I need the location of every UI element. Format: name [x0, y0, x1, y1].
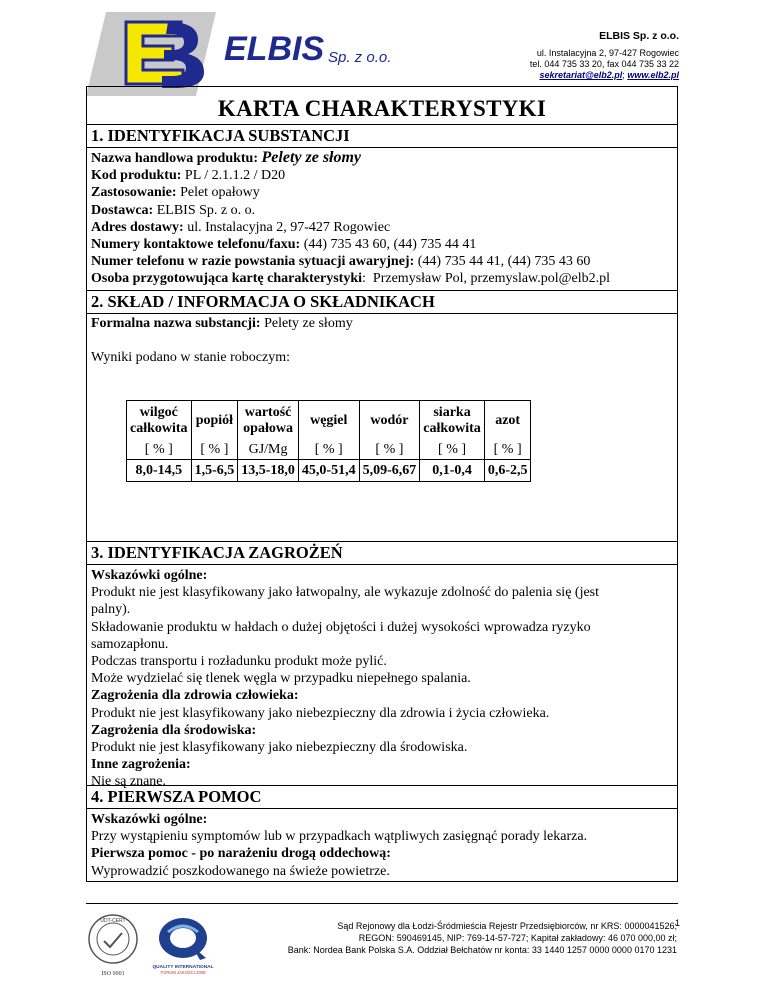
section-2-body — [91, 315, 673, 366]
colon: : — [362, 271, 366, 287]
table-header-cell — [359, 401, 420, 442]
table-unit-cell: [ % ] — [359, 441, 420, 460]
table-unit-cell: [ % ] — [127, 441, 192, 460]
general-line: Składowanie produktu w hałdach o dużej objętości i dużej wysokości wprowadza ryzyko — [91, 619, 591, 635]
header-text: siarka — [433, 405, 471, 420]
header-text: wartość — [244, 405, 292, 420]
table-header-cell — [420, 401, 485, 442]
header-text: całkowita — [130, 421, 188, 436]
header-text: całkowita — [423, 421, 481, 436]
table-unit-cell: [ % ] — [191, 441, 238, 460]
value: Wyprowadzić poszkodowanego na świeże powietrze. — [91, 863, 390, 879]
link-separator: ; — [622, 70, 628, 80]
table-header-cell — [238, 401, 299, 442]
logo-text: ELBIS — [224, 30, 325, 68]
value: Produkt nie jest klasyfikowany jako niebezpieczny dla zdrowia i życia człowieka. — [91, 705, 550, 721]
company-phones: tel. 044 735 33 20, fax 044 735 33 22 — [529, 59, 679, 69]
table-header-cell — [191, 401, 238, 442]
header-text: wodór — [370, 413, 409, 428]
table-value-cell: 1,5-6,5 — [191, 460, 238, 482]
value: Przy wystąpieniu symptomów lub w przypadkach wątpliwych zasięgnąć porady lekarza. — [91, 829, 588, 845]
label: Kod produktu: — [91, 168, 182, 184]
footer-line-2: REGON: 590469145, NIP: 769-14-57-727; Kapitał zakładowy: 46 070 000,00 zł; — [358, 933, 677, 943]
table-unit-cell: GJ/Mg — [238, 441, 299, 460]
company-info — [530, 31, 679, 81]
section-3-body — [91, 567, 673, 791]
general-line: samozapłonu. — [91, 636, 169, 652]
logo-suffix: Sp. z o.o. — [328, 49, 392, 66]
table-value-cell: 8,0-14,5 — [127, 460, 192, 482]
table-header-cell — [127, 401, 192, 442]
label: Pierwsza pomoc - po narażeniu drogą oddechową: — [91, 846, 391, 862]
product-name: Pelety ze słomy — [261, 149, 362, 166]
table-value-cell: 0,6-2,5 — [484, 460, 531, 482]
footer-line-3: Bank: Nordea Bank Polska S.A. Oddział Bełchatów nr konta: 33 1440 1257 0000 0000 0170 1231 — [287, 945, 677, 955]
label: Zagrożenia dla środowiska: — [91, 722, 257, 738]
value: Nie są znane. — [91, 774, 167, 790]
table-value-cell: 5,09-6,67 — [359, 460, 420, 482]
composition-table — [126, 400, 531, 482]
document-title: KARTA CHARAKTERYSTYKI — [217, 96, 547, 121]
general-lines — [91, 584, 673, 687]
header-text: węgiel — [310, 413, 348, 428]
label: Wskazówki ogólne: — [91, 812, 208, 827]
company-address: ul. Instalacyjna 2, 97-427 Rogowiec — [536, 48, 679, 58]
section-2-heading: 2. SKŁAD / INFORMACJA O SKŁADNIKACH — [87, 290, 677, 314]
label: Osoba przygotowująca kartę charakterystyki — [91, 271, 363, 287]
value: Produkt nie jest klasyfikowany jako niebezpieczny dla środowiska. — [91, 740, 468, 756]
value: Pelety ze słomy — [264, 316, 353, 331]
cert-bottom-text: ISO 9001 — [101, 971, 125, 977]
label: Inne zagrożenia: — [91, 757, 191, 773]
table-values-row — [127, 460, 531, 482]
footer-divider — [86, 903, 678, 904]
table-units-row — [127, 441, 531, 460]
general-line: palny). — [91, 602, 131, 618]
general-line: Produkt nie jest klasyfikowany jako łatwopalny, ale wykazuje zdolność do palenia się (jest — [91, 585, 600, 601]
label: Adres dostawy: — [91, 219, 184, 235]
value: Przemysław Pol, przemyslaw.pol@elb2.pl — [372, 271, 611, 287]
value: PL / 2.1.1.2 / D20 — [184, 168, 286, 184]
value: Pelet opałowy — [180, 185, 260, 201]
footer-line-1: Sąd Rejonowy dla Łodzi-Śródmieścia Rejestr Przedsiębiorców, nr KRS: 0000041526; — [337, 921, 677, 931]
cert-top-text: UDT-CERT — [100, 918, 126, 924]
general-line: Może wydzielać się tlenek węgla w przypadku niepełnego spalania. — [91, 671, 471, 687]
table-header-cell — [484, 401, 531, 442]
table-unit-cell: [ % ] — [484, 441, 531, 460]
quality-international-logo — [148, 912, 218, 978]
general-line: Podczas transportu i rozładunku produkt może pylić. — [91, 654, 387, 670]
footer-legal-info — [288, 920, 677, 956]
table-unit-cell: [ % ] — [298, 441, 359, 460]
value: ul. Instalacyjna 2, 97-427 Rogowiec — [187, 219, 391, 235]
label: Dostawca: — [91, 202, 154, 218]
company-name: ELBIS Sp. z o.o. — [599, 30, 679, 42]
section-4-heading: 4. PIERWSZA POMOC — [87, 785, 677, 809]
table-value-cell: 0,1-0,4 — [420, 460, 485, 482]
label: Formalna nazwa substancji: — [91, 316, 261, 331]
label: Numer telefonu w razie powstania sytuacji awaryjnej: — [91, 254, 415, 270]
cert2-line1: QUALITY INTERNATIONAL — [152, 965, 214, 970]
section-3-heading: 3. IDENTYFIKACJA ZAGROŻEŃ — [87, 541, 677, 565]
header-text: wilgoć — [139, 405, 178, 420]
website-link[interactable]: www.elb2.pl — [627, 70, 679, 80]
elbis-logo — [86, 12, 396, 96]
table-header-cell — [298, 401, 359, 442]
results-note: Wyniki podano w stanie roboczym: — [91, 350, 291, 366]
value: (44) 735 43 60, (44) 735 44 41 — [303, 237, 477, 253]
label: Zagrożenia dla zdrowia człowieka: — [91, 688, 299, 704]
label: Wskazówki ogólne: — [91, 568, 208, 583]
page-number: 1 — [675, 918, 681, 928]
table-header-row — [127, 401, 531, 442]
header-text: azot — [495, 413, 521, 428]
label: Numery kontaktowe telefonu/faxu: — [91, 237, 301, 253]
udt-cert-seal — [86, 912, 140, 978]
email-link[interactable]: sekretariat@elb2.pl — [539, 70, 623, 80]
value: ELBIS Sp. z o. o. — [156, 202, 256, 218]
table-unit-cell: [ % ] — [420, 441, 485, 460]
document-frame — [86, 86, 678, 882]
table-value-cell: 13,5-18,0 — [238, 460, 299, 482]
header-text: popiół — [195, 413, 234, 428]
label: Zastosowanie: — [91, 185, 177, 201]
header-text: opałowa — [243, 421, 293, 436]
value: (44) 735 44 41, (44) 735 43 60 — [417, 254, 591, 270]
cert2-line2: FORUM JAKOŚCI 2008 — [160, 970, 206, 975]
table-value-cell: 45,0-51,4 — [298, 460, 359, 482]
label: Nazwa handlowa produktu: — [91, 151, 259, 166]
section-1-heading: 1. IDENTYFIKACJA SUBSTANCJI — [87, 124, 677, 148]
section-1-body — [91, 149, 673, 288]
section-4-body — [91, 811, 673, 880]
